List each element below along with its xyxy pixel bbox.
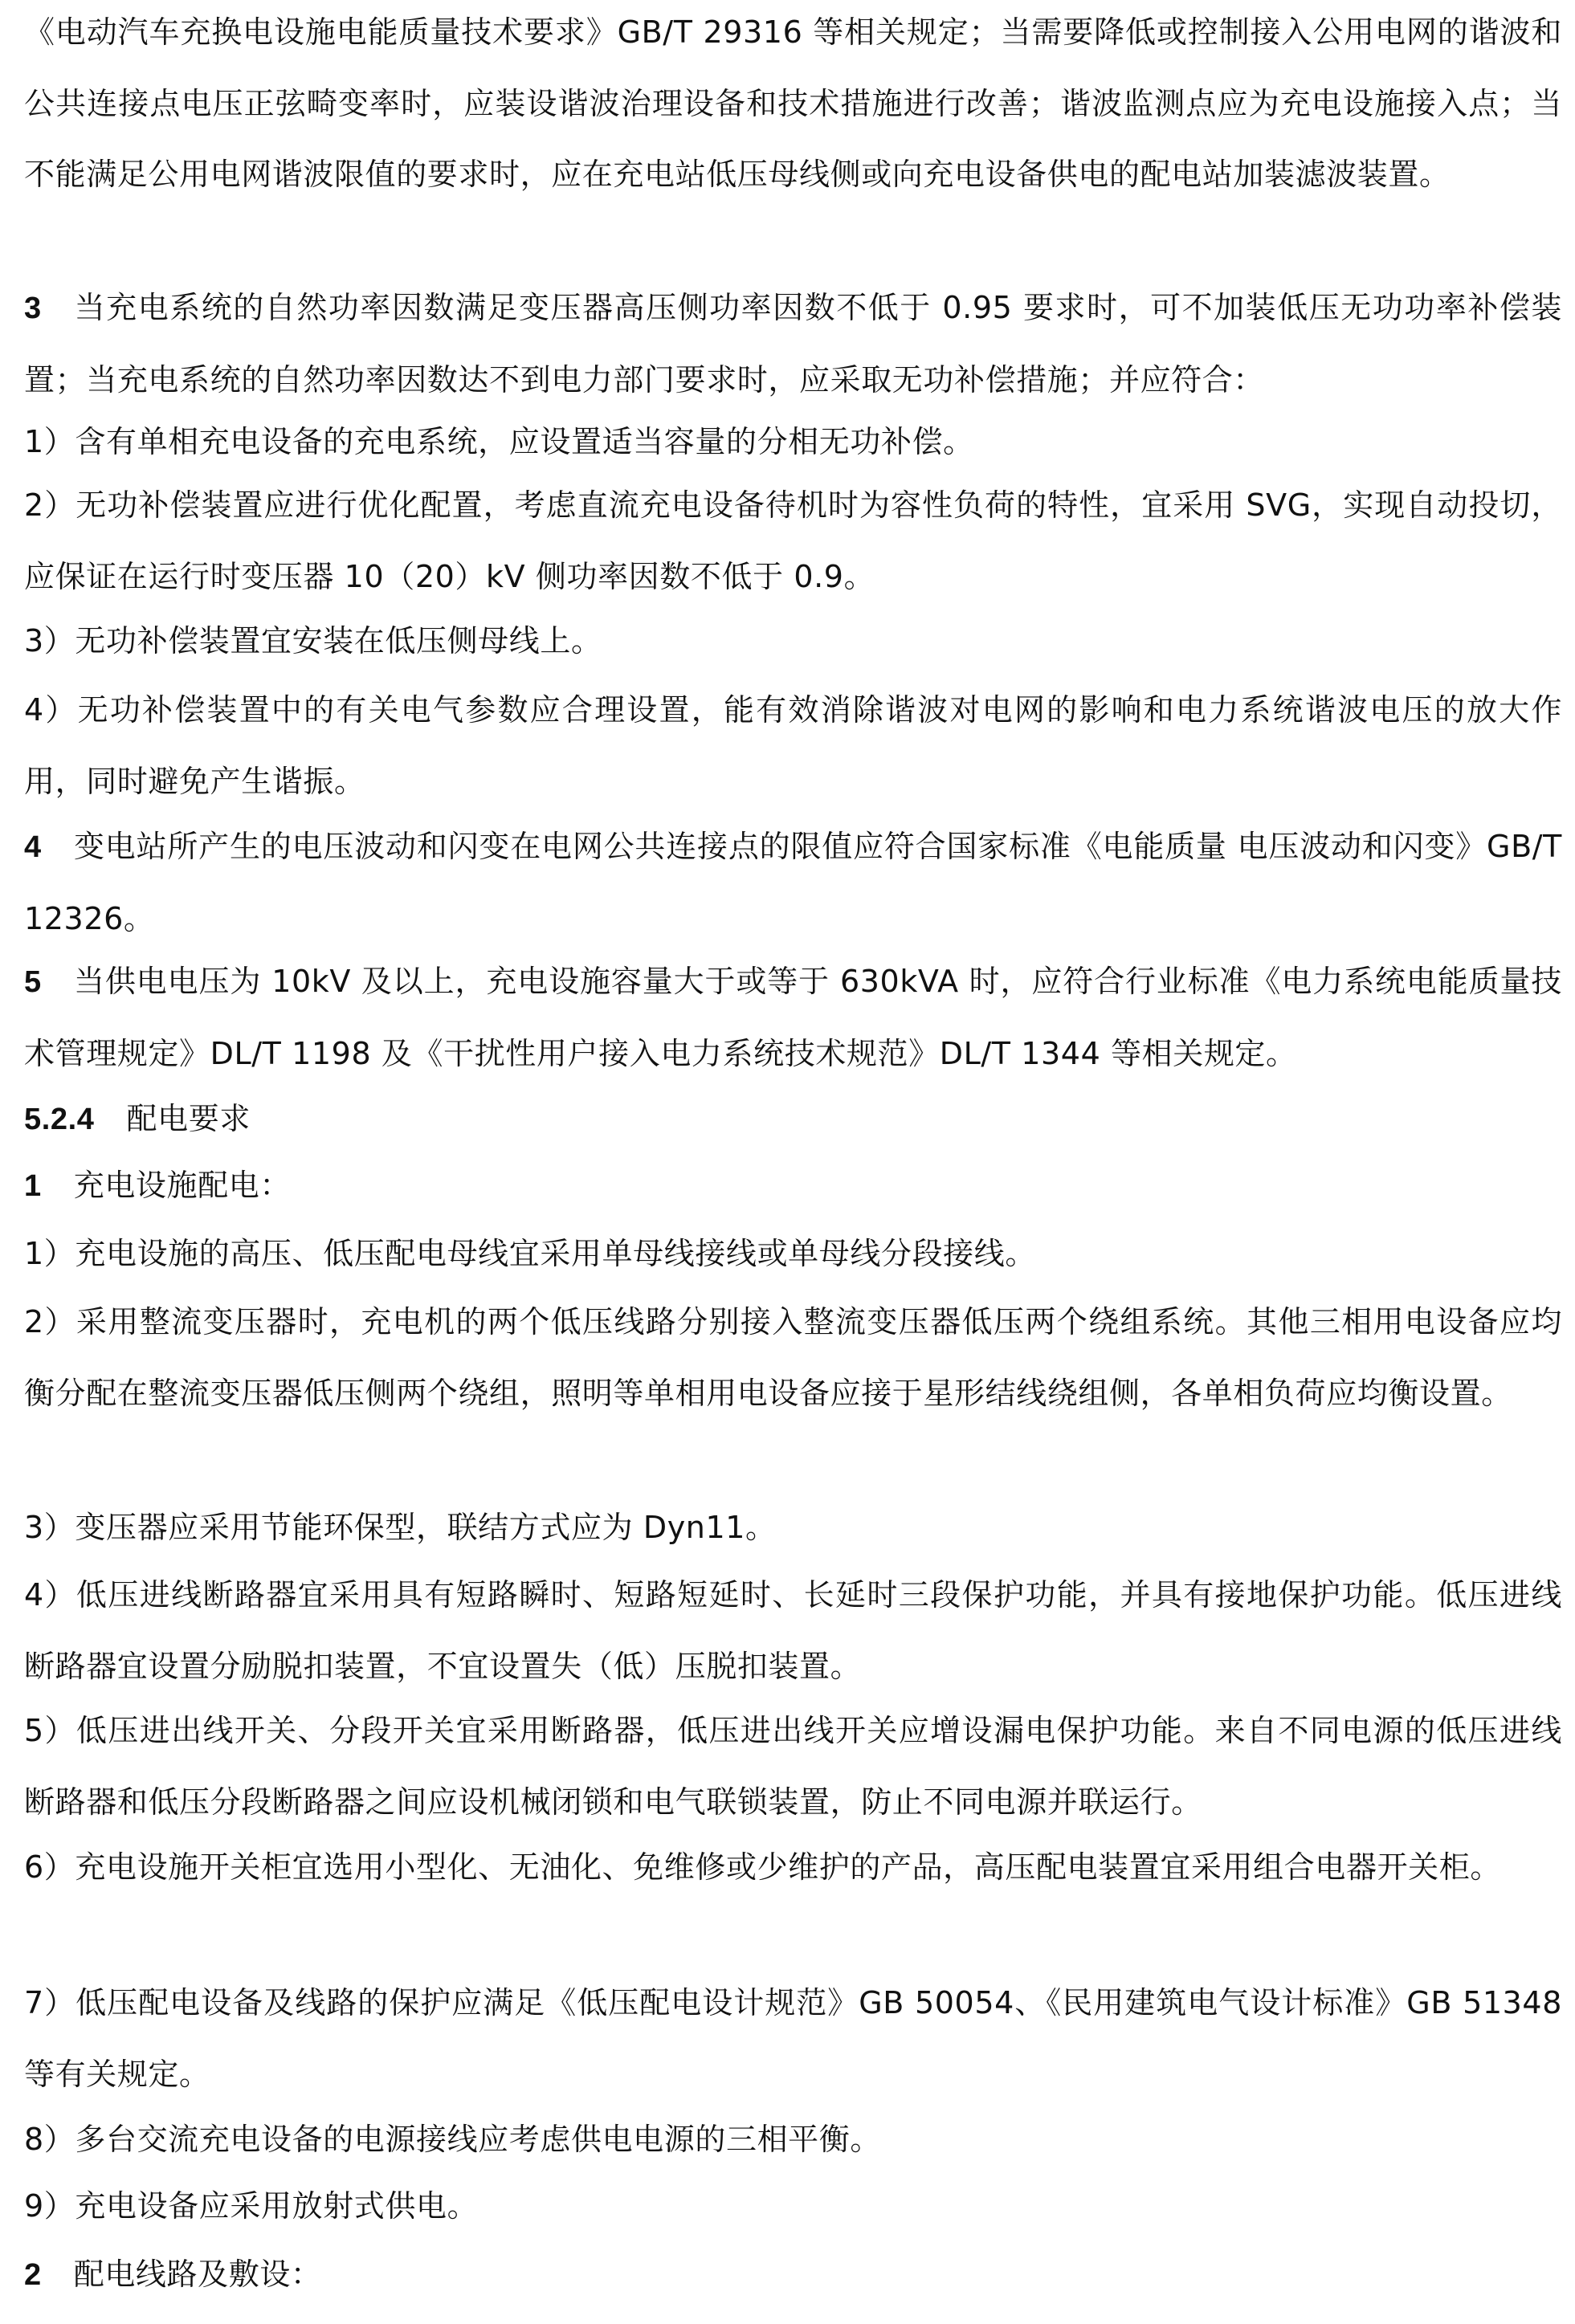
clause-1: [24, 1150, 1562, 1222]
clause-3: [24, 272, 1562, 415]
section-number: 5.2.4: [24, 1103, 95, 1136]
clause-number: 2: [24, 2258, 42, 2292]
paragraph-text: 8）多台交流充电设备的电源接线应考虑供电电源的三相平衡。: [24, 2122, 881, 2157]
clause-number: 5: [24, 965, 42, 999]
list-item-2: [24, 470, 1562, 612]
list-item-3b: [24, 1492, 1562, 1564]
paragraph-text: 当充电系统的自然功率因数满足变压器高压侧功率因数不低于 0.95 要求时，可不加装低压无功功率补偿装置；当充电系统的自然功率因数达不到电力部门要求时，应采取无功补偿措施；并应符合：: [24, 290, 1562, 398]
paragraph-text: 9）充电设备应采用放射式供电。: [24, 2188, 479, 2224]
paragraph-text: 配电线路及敷设：: [73, 2257, 322, 2292]
paragraph-text: 5）低压进出线开关、分段开关宜采用断路器，低压进出线开关应增设漏电保护功能。来自不同电源的低压进线断路器和低压分段断路器之间应设机械闭锁和电气联锁装置，防止不同电源并联运行。: [24, 1713, 1562, 1820]
clause-2: [24, 2239, 1562, 2311]
section-title: 配电要求: [126, 1101, 251, 1136]
paragraph-text: 1）充电设施的高压、低压配电母线宜采用单母线接线或单母线分段接线。: [24, 1236, 1036, 1271]
list-item-4b: [24, 1560, 1562, 1702]
clause-4: [24, 811, 1562, 954]
list-item-7b: [24, 1967, 1562, 2110]
list-item-4: [24, 675, 1562, 817]
paragraph-text: 4）低压进线断路器宜采用具有短路瞬时、短路短延时、长延时三段保护功能，并具有接地保护功能。低压进线断路器宜设置分励脱扣装置，不宜设置失（低）压脱扣装置。: [24, 1577, 1562, 1684]
list-item-3: [24, 605, 1562, 677]
paragraph-text: 7）低压配电设备及线路的保护应满足《低压配电设计规范》GB 50054、《民用建筑电气设计标准》GB 51348 等有关规定。: [24, 1985, 1562, 2092]
paragraph-text: 6）充电设施开关柜宜选用小型化、无油化、免维修或少维护的产品，高压配电装置宜采用组合电器开关柜。: [24, 1849, 1501, 1885]
paragraph-text: 4）无功补偿装置中的有关电气参数应合理设置，能有效消除谐波对电网的影响和电力系统谐波电压的放大作用，同时避免产生谐振。: [24, 692, 1562, 799]
list-item-1: [24, 406, 1562, 478]
list-item-5b: [24, 1695, 1562, 1837]
paragraph-text: 2）无功补偿装置应进行优化配置，考虑直流充电设备待机时为容性负荷的特性，宜采用 SVG，实现自动投切，应保证在运行时变压器 10（20）kV 侧功率因数不低于 0.9。: [24, 487, 1562, 594]
clause-5: [24, 946, 1562, 1089]
paragraph-text: 充电设施配电：: [73, 1168, 291, 1203]
clause-number: 3: [24, 292, 42, 325]
paragraph-text: 《电动汽车充换电设施电能质量技术要求》GB/T 29316 等相关规定；当需要降低或控制接入公用电网的谐波和公共连接点电压正弦畸变率时，应装设谐波治理设备和技术措施进行改善；谐波监测点应为充电设施接入点；当不能满足公用电网谐波限值的要求时，应在充电站低压母线侧或向充电设备供电的配电站加装滤波装置。: [24, 14, 1562, 192]
paragraph-text: 变电站所产生的电压波动和闪变在电网公共连接点的限值应符合国家标准《电能质量 电压波动和闪变》GB/T 12326。: [24, 829, 1562, 936]
paragraph-continuation: [24, 0, 1562, 210]
list-item-9b: [24, 2171, 1562, 2242]
clause-number: 4: [24, 830, 42, 864]
clause-number: 1: [24, 1169, 42, 1203]
section-heading-5-2-4: [24, 1083, 1562, 1156]
list-item-6b: [24, 1832, 1562, 1903]
list-item-1b: [24, 1218, 1562, 1290]
paragraph-text: 3）无功补偿装置宜安装在低压侧母线上。: [24, 623, 602, 658]
list-item-8b: [24, 2104, 1562, 2175]
paragraph-text: 2）采用整流变压器时，充电机的两个低压线路分别接入整流变压器低压两个绕组系统。其他三相用电设备应均衡分配在整流变压器低压侧两个绕组，照明等单相用电设备应接于星形结线绕组侧，各单相负荷应均衡设置。: [24, 1304, 1562, 1411]
list-item-2b: [24, 1286, 1562, 1429]
paragraph-text: 1）含有单相充电设备的充电系统，应设置适当容量的分相无功补偿。: [24, 424, 974, 459]
paragraph-text: 3）变压器应采用节能环保型，联结方式应为 Dyn11。: [24, 1510, 777, 1545]
paragraph-text: 当供电电压为 10kV 及以上，充电设施容量大于或等于 630kVA 时，应符合行业标准《电力系统电能质量技术管理规定》DL/T 1198 及《干扰性用户接入电力系统技术规范》DL/T 1344 等相关规定。: [24, 964, 1562, 1071]
